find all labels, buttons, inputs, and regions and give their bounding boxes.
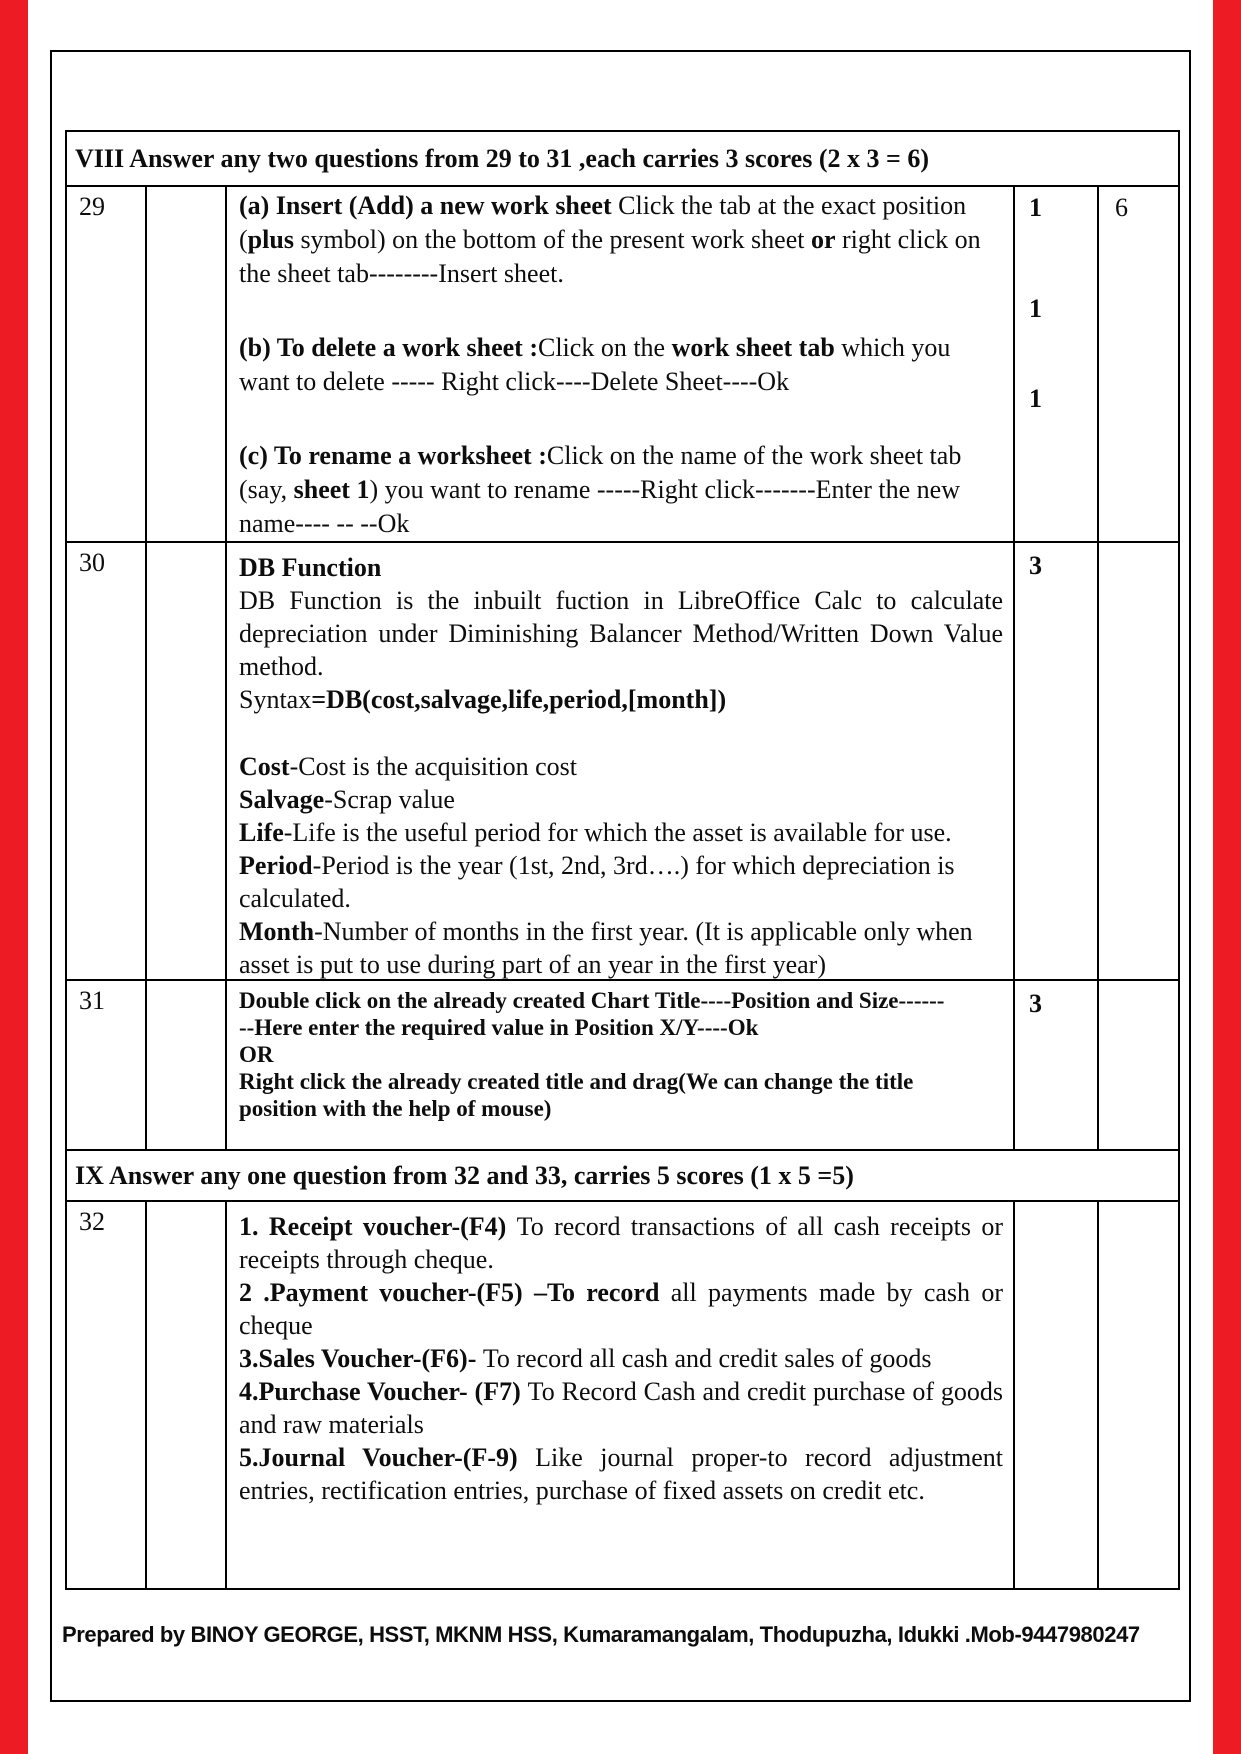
total-score-cell xyxy=(1099,1202,1178,1588)
answer-paragraph: 2 .Payment voucher-(F5) –To record all payments made by cash or cheque xyxy=(239,1278,1003,1340)
question-number: 31 xyxy=(67,981,147,1149)
answer-paragraph: Life-Life is the useful period for which the asset is available for use. xyxy=(239,818,952,847)
marks-cell xyxy=(1015,981,1099,1149)
section-viii-header: VIII Answer any two questions from 29 to 31 ,each carries 3 scores (2 x 3 = 6) xyxy=(67,132,1178,187)
mark-value: 3 xyxy=(1029,551,1042,580)
section-ix-header: IX Answer any one question from 32 and 33, carries 5 scores (1 x 5 =5) xyxy=(67,1151,1178,1202)
answer-paragraph: 4.Purchase Voucher- (F7) To Record Cash and credit purchase of goods and raw materials xyxy=(239,1377,1004,1439)
answer-paragraph: 5.Journal Voucher-(F-9) Like journal proper-to record adjustment entries, rectification entries, purchase of fixed assets on credit etc. xyxy=(239,1443,1004,1505)
empty-cell xyxy=(147,187,227,541)
answer-paragraph: Cost-Cost is the acquisition cost xyxy=(239,752,577,781)
answer-paragraph: 3.Sales Voucher-(F6)- To record all cash and credit sales of goods xyxy=(239,1344,932,1373)
answer-paragraph: (a) Insert (Add) a new work sheet Click the tab at the exact position (plus symbol) on the bottom of the present work sheet or right click on the sheet tab--------Insert sheet. xyxy=(239,191,981,288)
syntax-line: Syntax=DB(cost,salvage,life,period,[month]) xyxy=(239,685,727,714)
answer-key-table xyxy=(65,130,1180,1590)
answer-paragraph: (b) To delete a work sheet :Click on the work sheet tab which you want to delete ----- Right click----Delete Sheet----Ok xyxy=(239,333,951,396)
answer-text xyxy=(227,187,1015,541)
mark-value: 1 xyxy=(1029,384,1042,413)
answer-heading: DB Function xyxy=(239,553,382,582)
mark-value: 3 xyxy=(1029,989,1042,1018)
question-number: 29 xyxy=(67,187,147,541)
answer-paragraph: Period-Period is the year (1st, 2nd, 3rd….) for which depreciation is calculated. xyxy=(239,851,955,913)
total-score-cell xyxy=(1099,543,1178,979)
total-score-cell xyxy=(1099,981,1178,1149)
answer-text xyxy=(227,981,1015,1149)
answer-paragraph: DB Function is the inbuilt fuction in LibreOffice Calc to calculate depreciation under Diminishing Balancer Method/Written Down Value method. xyxy=(239,586,1003,681)
answer-text xyxy=(227,1202,1015,1588)
left-page-edge-bar xyxy=(0,0,28,1754)
question-row-32 xyxy=(67,1202,1178,1588)
question-number: 32 xyxy=(67,1202,147,1588)
footer-credit: Prepared by BINOY GEORGE, HSST, MKNM HSS, Kumaramangalam, Thodupuzha, Idukki .Mob-9447980247 xyxy=(62,1622,1140,1647)
mark-value: 1 xyxy=(1029,294,1042,323)
answer-line: position with the help of mouse) xyxy=(239,1096,552,1121)
right-page-edge-bar xyxy=(1213,0,1241,1754)
marks-cell xyxy=(1015,187,1099,541)
total-score-cell: 6 xyxy=(1115,193,1128,222)
answer-paragraph: Salvage-Scrap value xyxy=(239,785,455,814)
question-number: 30 xyxy=(67,543,147,979)
marks-cell xyxy=(1015,1202,1099,1588)
answer-paragraph: 1. Receipt voucher-(F4) To record transactions of all cash receipts or receipts through cheque. xyxy=(239,1212,1003,1274)
answer-line: Double click on the already created Chart Title----Position and Size------ xyxy=(239,988,945,1013)
empty-cell xyxy=(147,1202,227,1588)
answer-line: OR xyxy=(239,1042,274,1067)
question-row-30 xyxy=(67,543,1178,981)
question-row-29 xyxy=(67,187,1178,543)
question-row-31 xyxy=(67,981,1178,1151)
answer-line: --Here enter the required value in Position X/Y----Ok xyxy=(239,1015,759,1040)
empty-cell xyxy=(147,543,227,979)
answer-line: Right click the already created title and drag(We can change the title xyxy=(239,1069,914,1094)
answer-paragraph: (c) To rename a worksheet :Click on the name of the work sheet tab (say, sheet 1) you want to rename -----Right click-------Enter the new name---- -- --Ok xyxy=(239,441,962,538)
answer-paragraph: Month-Number of months in the first year. (It is applicable only when asset is put to use during part of an year in the first year) xyxy=(239,917,973,979)
mark-value: 1 xyxy=(1029,193,1042,222)
answer-text xyxy=(227,543,1015,979)
marks-cell xyxy=(1015,543,1099,979)
empty-cell xyxy=(147,981,227,1149)
